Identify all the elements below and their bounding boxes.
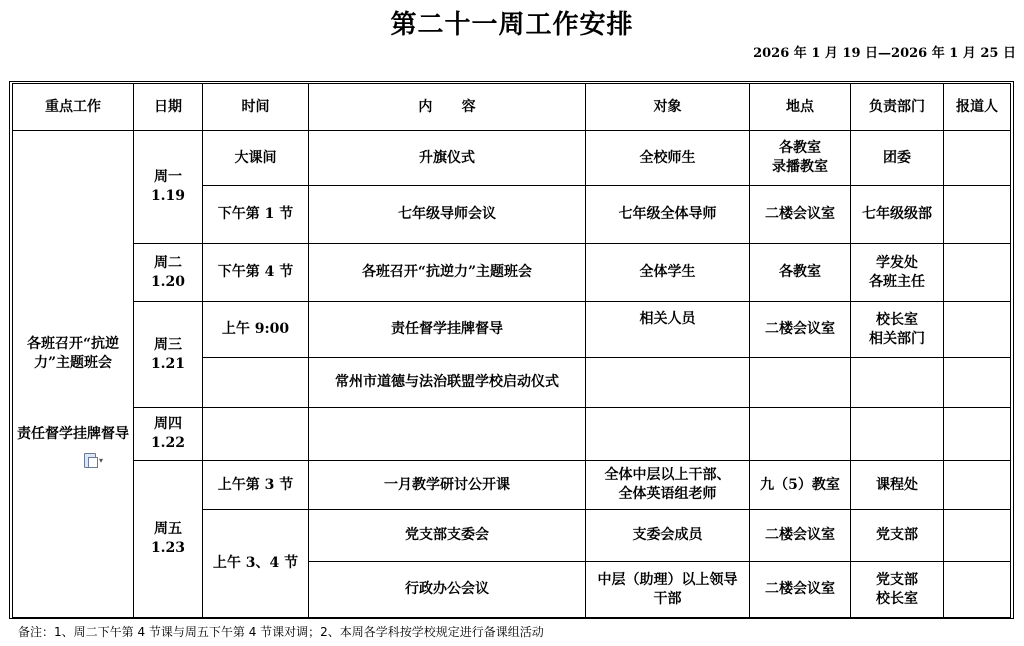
place-cell [750,408,851,461]
dept-cell: 团委 [851,131,944,186]
reporter-cell [944,358,1011,408]
reporter-cell [944,302,1011,358]
day-fri: 周五 1.23 [134,461,203,618]
time-cell: 上午 3、4 节 [203,510,309,618]
place-cell: 各教室 [750,244,851,302]
target-cell: 七年级全体导师 [586,186,750,244]
reporter-cell [944,562,1011,618]
page-title: 第二十一周工作安排 [390,10,634,40]
table-row [13,461,1011,510]
dept-cell: 校长室 相关部门 [851,302,944,358]
day-thu: 周四 1.22 [134,408,203,461]
focus-cell [13,131,134,618]
header-content: 内 容 [309,84,586,131]
table-row [13,408,1011,461]
time-cell: 大课间 [203,131,309,186]
time-cell [203,408,309,461]
focus-item-1: 各班召开“抗逆力”主题班会 [26,335,120,371]
header-reporter: 报道人 [944,84,1011,131]
table-row [13,131,1011,186]
dept-cell: 党支部 [851,510,944,562]
dept-cell [851,358,944,408]
content-cell: 常州市道德与法治联盟学校启动仪式 [309,358,586,408]
dept-cell: 学发处 各班主任 [851,244,944,302]
target-cell: 相关人员 [586,302,750,358]
table-row [13,244,1011,302]
content-cell: 行政办公会议 [309,562,586,618]
header-place: 地点 [750,84,851,131]
time-cell: 下午第 1 节 [203,186,309,244]
place-cell: 各教室 录播教室 [750,131,851,186]
target-cell [586,358,750,408]
reporter-cell [944,461,1011,510]
target-cell: 全体中层以上干部、 全体英语组老师 [586,461,750,510]
reporter-cell [944,131,1011,186]
footnote: 备注：1、周二下午第 4 节课与周五下午第 4 节课对调；2、本周各学科按学校规定进行备课组活动 [18,625,544,639]
day-wed: 周三 1.21 [134,302,203,408]
header-date: 日期 [134,84,203,131]
header-dept: 负责部门 [851,84,944,131]
target-cell: 支委会成员 [586,510,750,562]
date-range: 2026 年 1 月 19 日—2026 年 1 月 25 日 [753,46,1016,61]
time-cell [203,358,309,408]
reporter-cell [944,244,1011,302]
reporter-cell [944,408,1011,461]
target-cell: 中层（助理）以上领导 干部 [586,562,750,618]
content-cell: 一月教学研讨公开课 [309,461,586,510]
time-cell: 上午 9:00 [203,302,309,358]
time-cell: 上午第 3 节 [203,461,309,510]
place-cell: 二楼会议室 [750,510,851,562]
reporter-cell [944,186,1011,244]
table-row [13,302,1011,358]
content-cell: 升旗仪式 [309,131,586,186]
time-cell: 下午第 4 节 [203,244,309,302]
target-cell: 全校师生 [586,131,750,186]
day-tue: 周二 1.20 [134,244,203,302]
target-cell: 全体学生 [586,244,750,302]
paste-options-icon[interactable]: ▾ [82,452,104,468]
header-time: 时间 [203,84,309,131]
schedule-table [12,83,1011,618]
dept-cell: 党支部 校长室 [851,562,944,618]
place-cell [750,358,851,408]
content-cell: 党支部支委会 [309,510,586,562]
header-focus: 重点工作 [13,84,134,131]
place-cell: 二楼会议室 [750,562,851,618]
dept-cell: 七年级级部 [851,186,944,244]
place-cell: 九（5）教室 [750,461,851,510]
dept-cell: 课程处 [851,461,944,510]
focus-item-2: 责任督学挂牌督导 [17,425,129,442]
content-cell: 责任督学挂牌督导 [309,302,586,358]
reporter-cell [944,510,1011,562]
content-cell: 七年级导师会议 [309,186,586,244]
day-mon: 周一 1.19 [134,131,203,244]
header-target: 对象 [586,84,750,131]
content-cell [309,408,586,461]
place-cell: 二楼会议室 [750,186,851,244]
dept-cell [851,408,944,461]
target-cell [586,408,750,461]
header-row [13,84,1011,131]
content-cell: 各班召开“抗逆力”主题班会 [309,244,586,302]
place-cell: 二楼会议室 [750,302,851,358]
